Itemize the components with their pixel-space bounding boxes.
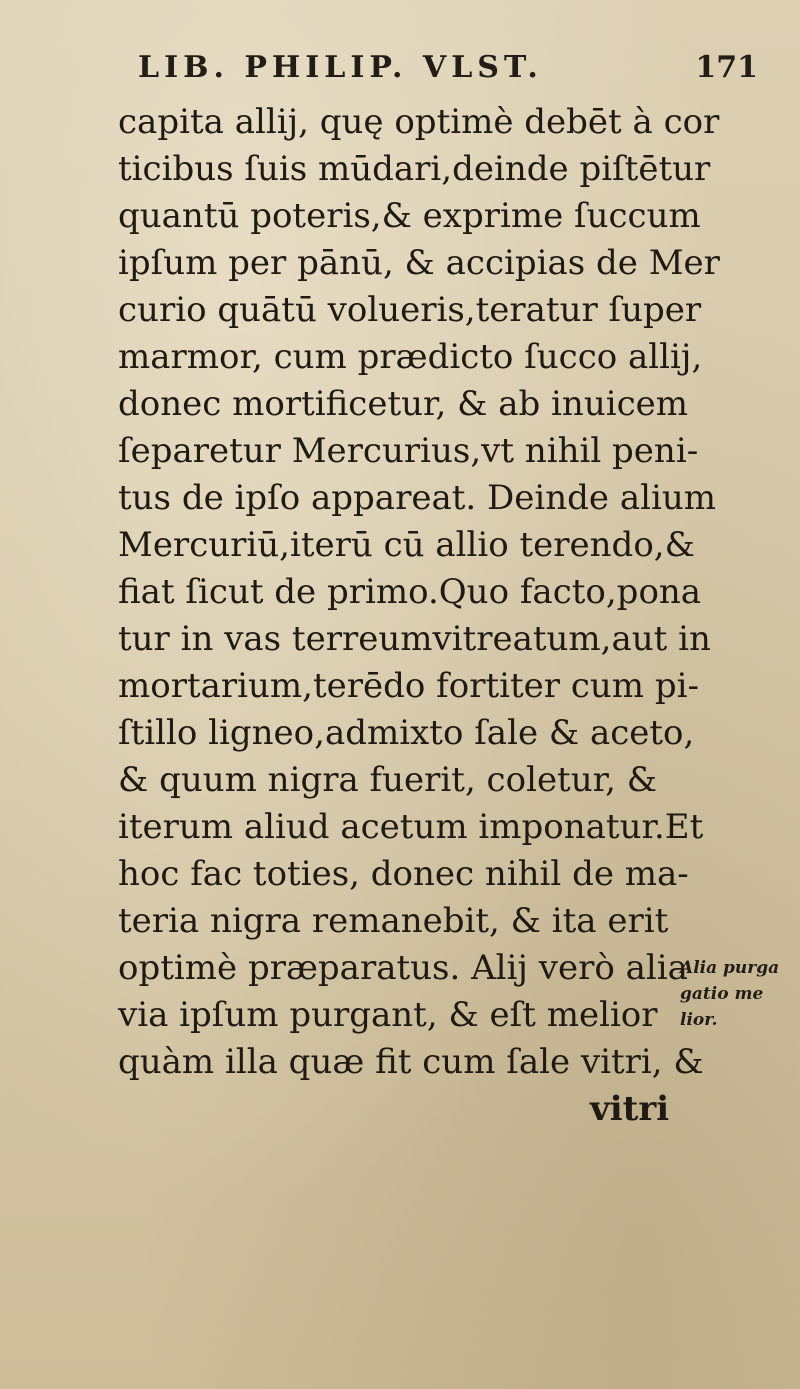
text-line: quàm illa quæ fit cum ſale vitri, &	[118, 1042, 704, 1082]
marginal-note	[680, 955, 800, 1033]
text-line: via ipſum purgant, & eſt melior	[118, 995, 658, 1035]
running-head	[138, 50, 758, 100]
text-line: marmor, cum prædicto ſucco allij,	[118, 337, 703, 377]
text-line: tus de ipſo appareat. Deinde alium	[118, 478, 717, 518]
marginal-note-line: lior.	[680, 1010, 718, 1030]
text-line: donec mortificetur, & ab inuicem	[118, 384, 688, 424]
text-line: ipſum per pānū, & accipias de Mer	[118, 243, 720, 283]
running-head-title: LIB. PHILIP. VLST.	[138, 50, 543, 85]
text-line: fiat ſicut de primo.Quo facto,pona	[118, 572, 702, 612]
catchword: vitri	[590, 1089, 670, 1129]
marginal-note-line: Alia purga	[680, 958, 780, 978]
text-line: quantū poteris,& exprime ſuccum	[118, 196, 701, 236]
text-line: ſtillo ligneo,admixto ſale & aceto,	[118, 713, 695, 753]
text-line: teria nigra remanebit, & ita erit	[118, 901, 669, 941]
text-line: & quum nigra fuerit, coletur, &	[118, 760, 658, 800]
text-line: Mercuriū,iterū cū allio terendo,&	[118, 525, 695, 565]
text-line: iterum aliud acetum imponatur.Et	[118, 807, 704, 847]
marginal-note-line: gatio me	[680, 984, 764, 1004]
text-line: optimè præparatus. Alij verò alia	[118, 948, 688, 988]
text-line: mortarium,terēdo fortiter cum pi-	[118, 666, 699, 706]
text-line: hoc fac toties, donec nihil de ma-	[118, 854, 689, 894]
text-line: capita allij, quę optimè debēt à cor	[118, 102, 720, 142]
page-number: 171	[695, 50, 758, 85]
text-line: curio quātū volueris,teratur ſuper	[118, 290, 702, 330]
text-line: ſeparetur Mercurius,vt nihil peni-	[118, 431, 699, 471]
text-line: ticibus ſuis mūdari,deinde piſtētur	[118, 149, 711, 189]
text-line: tur in vas terreumvitreatum,aut in	[118, 619, 711, 659]
